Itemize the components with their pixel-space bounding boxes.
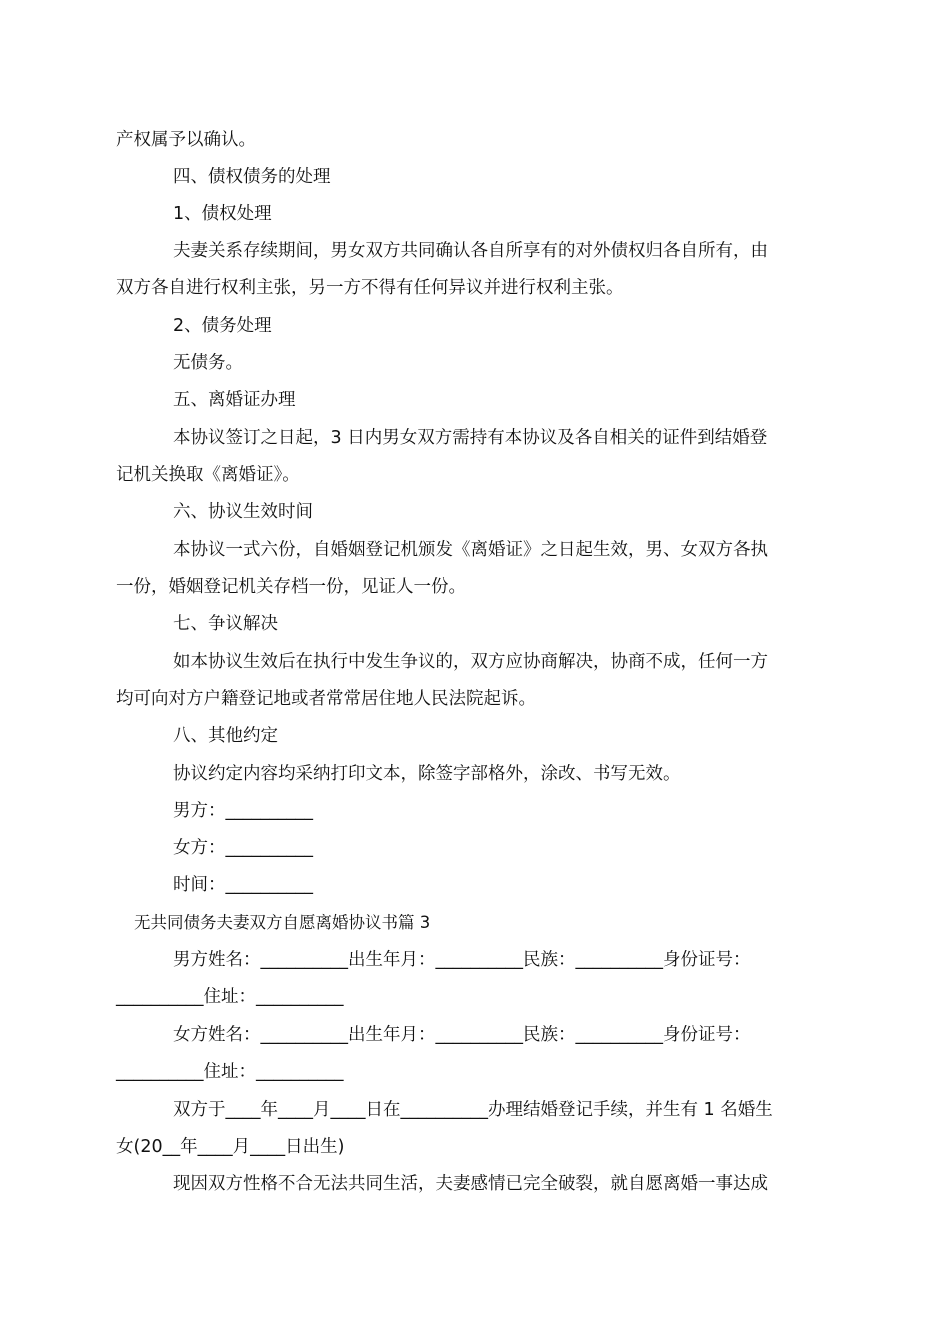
form-line-husband: 男方姓名：__________出生年月：__________民族：__________身份证号： [173, 950, 751, 970]
subsection-heading: 1、债权处理 [173, 204, 272, 224]
paragraph-line: 本协议一式六份，自婚姻登记机颁发《离婚证》之日起生效，男、女双方各执 [173, 540, 768, 560]
paragraph-line: 双方于____年____月____日在__________办理结婚登记手续，并生有 1 名婚生 [173, 1100, 773, 1120]
section-heading: 五、离婚证办理 [173, 390, 296, 410]
paragraph-line: 记机关换取《离婚证》。 [116, 465, 300, 485]
paragraph-line: 如本协议生效后在执行中发生争议的，双方应协商解决，协商不成，任何一方 [173, 652, 768, 672]
form-line-wife: 女方姓名：__________出生年月：__________民族：__________身份证号： [173, 1025, 751, 1045]
section-heading: 八、其他约定 [173, 726, 278, 746]
section-heading: 六、协议生效时间 [173, 502, 313, 522]
signature-field-date: 时间：__________ [173, 875, 313, 895]
paragraph-line: 夫妻关系存续期间，男女双方共同确认各自所享有的对外债权归各自所有，由 [173, 241, 768, 261]
section-heading: 七、争议解决 [173, 614, 278, 634]
signature-field-husband: 男方：__________ [173, 801, 313, 821]
subsection-heading: 2、债务处理 [173, 316, 272, 336]
paragraph-line: 女(20__年____月____日出生) [116, 1137, 345, 1157]
paragraph-line: 均可向对方户籍登记地或者常常居住地人民法院起诉。 [116, 689, 536, 709]
paragraph-line: 产权属予以确认。 [116, 130, 256, 150]
paragraph-line: 无债务。 [173, 353, 243, 373]
paragraph-line: 协议约定内容均采纳打印文本，除签字部格外，涂改、书写无效。 [173, 764, 681, 784]
paragraph-line: 现因双方性格不合无法共同生活，夫妻感情已完全破裂，就自愿离婚一事达成 [173, 1174, 768, 1194]
signature-field-wife: 女方：__________ [173, 838, 313, 858]
form-line-husband-address: __________住址：__________ [116, 987, 344, 1007]
paragraph-line: 本协议签订之日起，3 日内男女双方需持有本协议及各自相关的证件到结婚登 [173, 428, 768, 448]
article-title: 无共同债务夫妻双方自愿离婚协议书篇 3 [134, 913, 431, 932]
section-heading: 四、债权债务的处理 [173, 167, 331, 187]
paragraph-line: 双方各自进行权利主张，另一方不得有任何异议并进行权利主张。 [116, 278, 624, 298]
paragraph-line: 一份，婚姻登记机关存档一份，见证人一份。 [116, 577, 466, 597]
form-line-wife-address: __________住址：__________ [116, 1062, 344, 1082]
